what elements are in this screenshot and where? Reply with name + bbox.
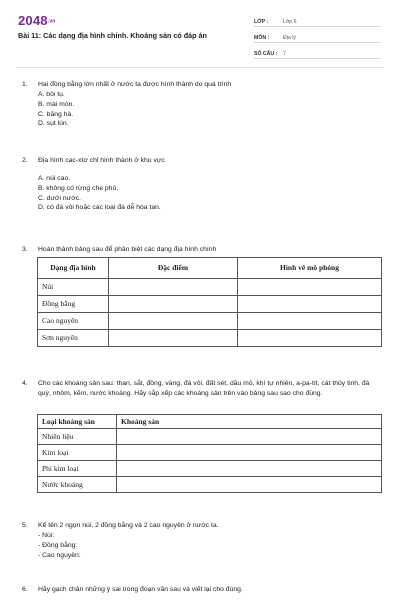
question-3 [22,245,382,255]
table-cell-blank[interactable] [117,461,382,477]
option-b: B. không có rừng che phủ. [38,184,119,192]
question-number: 4. [22,380,28,387]
question-4 [22,379,382,399]
table-header-cell: Đặc điểm [109,258,238,279]
table-header-cell: Dạng địa hình [38,258,109,279]
table-cell-blank[interactable] [109,312,238,329]
table-row [38,461,382,477]
meta-value: Lớp 6 [283,19,297,25]
meta-key: LỚP : [254,19,269,25]
question-1 [22,80,382,129]
logo-suffix: .vn [47,18,56,25]
table-cell-blank[interactable] [238,329,382,346]
question-6 [22,585,382,595]
option-d: D. sụt lún. [38,120,69,128]
option-b: B. mài mòn. [38,100,75,108]
option-c: C. băng hà. [38,110,74,118]
table-header-cell: Hình vẽ mô phỏng [238,258,382,279]
question-text: Địa hình cac-xtơ chỉ hình thành ở khu vực [38,157,165,164]
table-cell-blank[interactable] [117,445,382,461]
question-2 [22,156,382,213]
question-text: Hoàn thành bảng sau để phân biệt các dạng địa hình chính [38,246,217,253]
table-cell-blank[interactable] [117,429,382,445]
table-cell-blank[interactable] [238,295,382,312]
table-cell-label: Sơn nguyên [38,329,109,346]
table-row [38,295,382,312]
table-cell-blank[interactable] [117,477,382,493]
question-5 [22,521,382,560]
document-title: Bài 11: Các dạng địa hình chính. Khoáng sản có đáp án [18,31,207,40]
option-c: C. dưới nước. [38,194,81,202]
meta-row-subject [254,27,380,43]
table-row [38,312,382,329]
landform-table [37,257,382,347]
option-a: A. núi cao. [38,174,71,182]
meta-value: Địa lý [283,35,296,41]
table-cell-label: Cao nguyên [38,312,109,329]
question-text: Cho các khoáng sản sau: than, sắt, đồng, vàng, đá vôi, đất sét, dầu mỏ, khí tự nhiên, a-pa-tít, cát thủy tinh, đá quý, nhôm, kẽm, nước khoáng. Hãy sắp xếp các khoáng sản trên vào bảng sau sao cho đúng. [38,380,370,397]
answer-line-mountains: - Núi: [38,531,55,539]
table-cell-label: Núi [38,278,109,295]
table-cell-label: Đồng bằng [38,295,109,312]
table-cell-label: Kim loại [38,445,117,461]
meta-row-class [254,11,380,27]
option-d: D. có đá vôi hoặc các loại đá dễ hòa tan. [38,204,161,212]
table-row [38,477,382,493]
meta-key: SỐ CÂU : [254,51,278,57]
table-row [38,429,382,445]
table-cell-blank[interactable] [238,278,382,295]
table-cell-label: Nhiên liệu [38,429,117,445]
question-number: 1. [22,81,28,88]
table-cell-label: Nước khoáng [38,477,117,493]
table-cell-blank[interactable] [109,278,238,295]
table-row [38,278,382,295]
answer-line-plains: - Đồng bằng: [38,541,78,549]
table-cell-blank[interactable] [109,329,238,346]
option-a: A. bồi tụ. [38,90,65,98]
question-number: 6. [22,586,28,593]
table-header-cell: Loại khoáng sản [38,415,117,429]
question-text: Hai đồng bằng lớn nhất ở nước ta được hình thành do quá trình [38,81,232,88]
site-logo[interactable] [18,13,56,28]
meta-info [254,11,380,59]
meta-row-count [254,43,380,59]
table-cell-label: Phi kim loại [38,461,117,477]
question-text: Hãy gạch chân những ý sai trong đoạn văn sau và viết lại cho đúng. [38,586,243,593]
answer-line-plateaus: - Cao nguyên: [38,551,81,559]
table-header-row [38,415,382,429]
question-text: Kể tên 2 ngọn núi, 2 đồng bằng và 2 cao nguyên ở nước ta. [38,522,219,529]
table-cell-blank[interactable] [238,312,382,329]
question-number: 3. [22,246,28,253]
table-header-cell: Khoáng sản [117,415,382,429]
question-number: 2. [22,157,28,164]
table-cell-blank[interactable] [109,295,238,312]
mineral-table [37,414,382,493]
header-divider [16,67,384,68]
logo-text: 2048 [18,13,48,28]
meta-key: MÔN : [254,35,270,41]
meta-value: 7 [283,51,286,57]
table-header-row [38,258,382,279]
table-row [38,329,382,346]
question-number: 5. [22,522,28,529]
table-row [38,445,382,461]
